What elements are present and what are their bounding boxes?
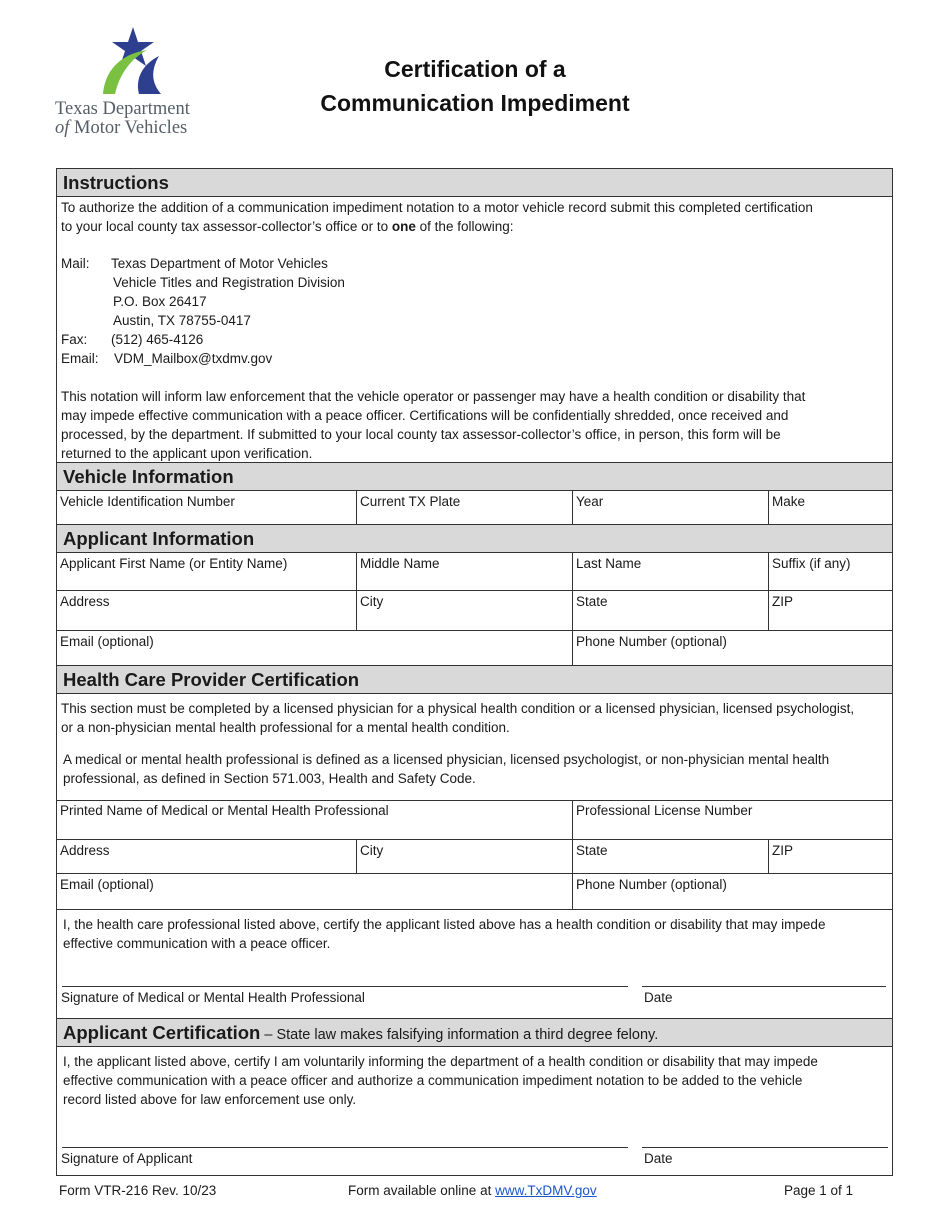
notice-line-3: processed, by the department. If submitted to your local county tax assessor-collector’s office, in person, this form will be [61,427,781,442]
applicant-city-field[interactable]: City [357,591,573,631]
provider-date-label: Date [644,990,673,1005]
fax-label: Fax: [61,332,88,347]
applicant-signature-label: Signature of Applicant [61,1151,193,1166]
email-value[interactable]: VDM_Mailbox@txdmv.gov [114,351,273,366]
txdmv-logo [55,26,215,138]
title-line1: Certification of a [384,56,566,82]
fax-value: (512) 465-4126 [111,332,204,347]
provider-name-field[interactable]: Printed Name of Medical or Mental Health Professional [57,800,573,840]
applicant-cert-title: Applicant Certification [63,1022,261,1043]
applicant-address-field[interactable]: Address [57,591,357,631]
applicant-heading: Applicant Information [57,525,892,553]
logo-line1: Texas Department [55,99,190,119]
provider-phone-field[interactable]: Phone Number (optional) [573,874,892,910]
provider-para1-line2: or a non-physician mental health professional for a mental health condition. [61,720,510,735]
applicant-suffix-field[interactable]: Suffix (if any) [769,553,892,591]
email-label: Email: [61,351,99,366]
vin-field[interactable]: Vehicle Identification Number [57,491,357,525]
logo-of: of [55,118,70,138]
star-swoosh-icon [55,26,215,100]
provider-para2-line1: A medical or mental health professional is defined as a licensed physician, licensed psychologist, or non-physician mental health [63,752,830,767]
applicant-state-field[interactable]: State [573,591,769,631]
online-text: Form available online at [348,1183,496,1198]
provider-state-field[interactable]: State [573,840,769,874]
intro-text-b: of the following: [415,219,514,234]
provider-para2-line2: professional, as defined in Section 571.003, Health and Safety Code. [63,771,476,786]
applicant-cert-line2: effective communication with a peace officer and authorize a communication impediment notation to be added to the vehicle [63,1073,803,1088]
applicant-last-name-field[interactable]: Last Name [573,553,769,591]
mail-line-4: Austin, TX 78755-0417 [113,313,251,328]
intro-bold: one [391,219,416,234]
applicant-cert-subtitle: – State law makes falsifying information a third degree felony. [260,1027,659,1043]
mail-line-2: Vehicle Titles and Registration Division [113,275,345,290]
provider-heading: Health Care Provider Certification [57,666,892,694]
provider-date-line[interactable] [642,986,886,987]
applicant-email-field[interactable]: Email (optional) [57,631,573,666]
applicant-cert-heading [57,1018,892,1047]
online-note [348,1183,597,1198]
vehicle-heading: Vehicle Information [57,462,892,491]
applicant-cert-line1: I, the applicant listed above, certify I am voluntarily informing the department of a health condition or disability that may impede [63,1054,818,1069]
intro-text-a: to your local county tax assessor-collector’s office or to [61,219,392,234]
plate-field[interactable]: Current TX Plate [357,491,573,525]
applicant-first-name-field[interactable]: Applicant First Name (or Entity Name) [57,553,357,591]
instructions-intro-line1: To authorize the addition of a communication impediment notation to a motor vehicle record submit this completed certification [61,200,813,215]
txdmv-link[interactable]: www.TxDMV.gov [495,1183,597,1198]
instructions-intro-line2 [61,217,513,236]
title-line2: Communication Impediment [320,90,630,116]
applicant-signature-line[interactable] [62,1147,628,1148]
provider-zip-field[interactable]: ZIP [769,840,892,874]
applicant-date-label: Date [644,1151,673,1166]
provider-cert-line2: effective communication with a peace officer. [63,936,331,951]
logo-line2: Motor Vehicles [74,118,188,138]
provider-license-field[interactable]: Professional License Number [573,800,892,840]
provider-para1-line1: This section must be completed by a licensed physician for a physical health condition or a licensed physician, licensed psychologist, [61,701,855,716]
provider-email-field[interactable]: Email (optional) [57,874,573,910]
provider-signature-label: Signature of Medical or Mental Health Professional [61,990,365,1005]
notice-line-4: returned to the applicant upon verification. [61,446,313,461]
mail-line-3: P.O. Box 26417 [113,294,207,309]
provider-city-field[interactable]: City [357,840,573,874]
instructions-heading: Instructions [57,169,892,197]
applicant-phone-field[interactable]: Phone Number (optional) [573,631,892,666]
applicant-zip-field[interactable]: ZIP [769,591,892,631]
provider-cert-line1: I, the health care professional listed above, certify the applicant listed above has a health condition or disability that may impede [63,917,826,932]
notice-line-1: This notation will inform law enforcement that the vehicle operator or passenger may have a health condition or disability that [61,389,806,404]
make-field[interactable]: Make [769,491,892,525]
page-title [240,52,710,120]
mail-label: Mail: [61,256,90,271]
form-id: Form VTR-216 Rev. 10/23 [59,1183,217,1198]
year-field[interactable]: Year [573,491,769,525]
mail-line-1: Texas Department of Motor Vehicles [111,256,328,271]
applicant-middle-name-field[interactable]: Middle Name [357,553,573,591]
provider-address-field[interactable]: Address [57,840,357,874]
applicant-date-line[interactable] [642,1147,888,1148]
provider-signature-line[interactable] [62,986,628,987]
notice-line-2: may impede effective communication with a peace officer. Certifications will be confidentially shredded, once received and [61,408,789,423]
page-number: Page 1 of 1 [784,1183,854,1198]
applicant-cert-line3: record listed above for law enforcement use only. [63,1092,357,1107]
logo-wordmark [55,100,215,138]
form-container [56,168,893,1176]
